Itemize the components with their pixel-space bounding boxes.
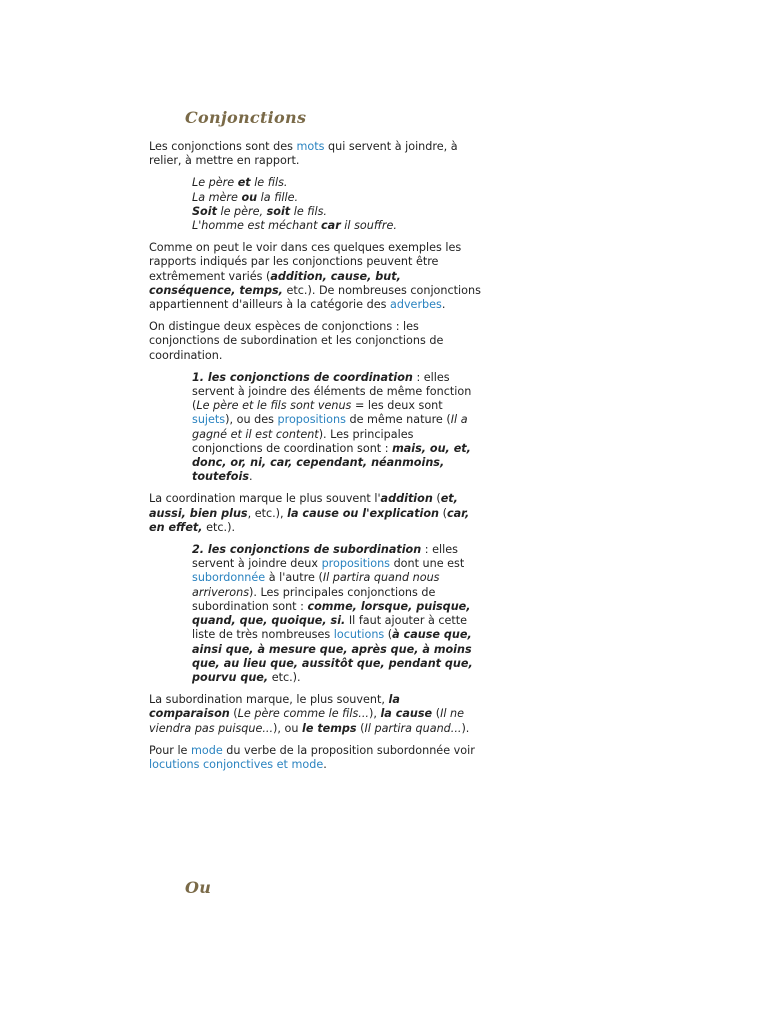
link-subordonnee[interactable]: subordonnée [192, 571, 266, 585]
link-propositions[interactable]: propositions [321, 557, 391, 571]
article-body [149, 140, 481, 780]
link-adverbes[interactable]: adverbes [389, 298, 442, 312]
two-kinds-paragraph: On distingue deux espèces de conjonctions : les conjonctions de subordination et les conjonctions de coordination. [149, 320, 444, 362]
link-locutions-conjonctives[interactable]: locutions conjonctives et mode [149, 757, 324, 771]
section-title-ou: Ou [185, 878, 212, 897]
example-line: L'homme est méchant car il souffre. [192, 219, 397, 233]
examples-block [192, 176, 481, 233]
intro-paragraph: Les conjonctions sont des mots qui servent à joindre, à relier, à mettre en rapport. [149, 140, 458, 168]
coordination-marks-paragraph: La coordination marque le plus souvent l'addition (et, aussi, bien plus, etc.), la cause ou l'explication (car, en effet, etc.). [149, 492, 470, 534]
subordination-marks-paragraph: La subordination marque, le plus souvent, la comparaison (Le père comme le fils...), la cause (Il ne viendra pas puisque...), ou le temps (Il partira quand...). [149, 693, 470, 735]
example-line: Soit le père, soit le fils. [192, 204, 327, 218]
link-sujets[interactable]: sujets [192, 413, 226, 427]
mode-paragraph: Pour le mode du verbe de la proposition subordonnée voir locutions conjonctives et mode. [149, 743, 475, 771]
example-line: Le père et le fils. [192, 176, 288, 190]
coordination-paragraph: 1. les conjonctions de coordination : elles servent à joindre des éléments de même fonction (Le père et le fils sont venus = les deux sont sujets), ou des propositions de même nature (Il a gagné et il est content). Les principales conjonctions de coordination sont : mais, ou, et, donc, or, ni, car, cependant, néanmoins, toutefois. [192, 370, 472, 484]
link-mode[interactable]: mode [191, 743, 223, 757]
section-title-conjonctions: Conjonctions [185, 108, 307, 127]
subordination-paragraph: 2. les conjonctions de subordination : elles servent à joindre deux propositions dont une est subordonnée à l'autre (Il partira quand nous arriverons). Les principales conjonctions de subordination sont : comme, lorsque, puisque, quand, que, quoique, si. Il faut ajouter à cette liste de très nombreuses locutions (à cause que, ainsi que, à mesure que, après que, à moins que, au lieu que, aussitôt que, pendant que, pourvu que, etc.). [192, 543, 473, 684]
variety-paragraph: Comme on peut le voir dans ces quelques exemples les rapports indiqués par les conjonctions peuvent être extrêmement variés (addition, cause, but, conséquence, temps, etc.). De nombreuses conjonctions appartiennent d'ailleurs à la catégorie des adverbes. [149, 241, 481, 312]
link-mots[interactable]: mots [296, 140, 325, 153]
link-propositions[interactable]: propositions [277, 413, 346, 427]
example-line: La mère ou la fille. [192, 190, 299, 204]
link-locutions[interactable]: locutions [333, 628, 385, 642]
